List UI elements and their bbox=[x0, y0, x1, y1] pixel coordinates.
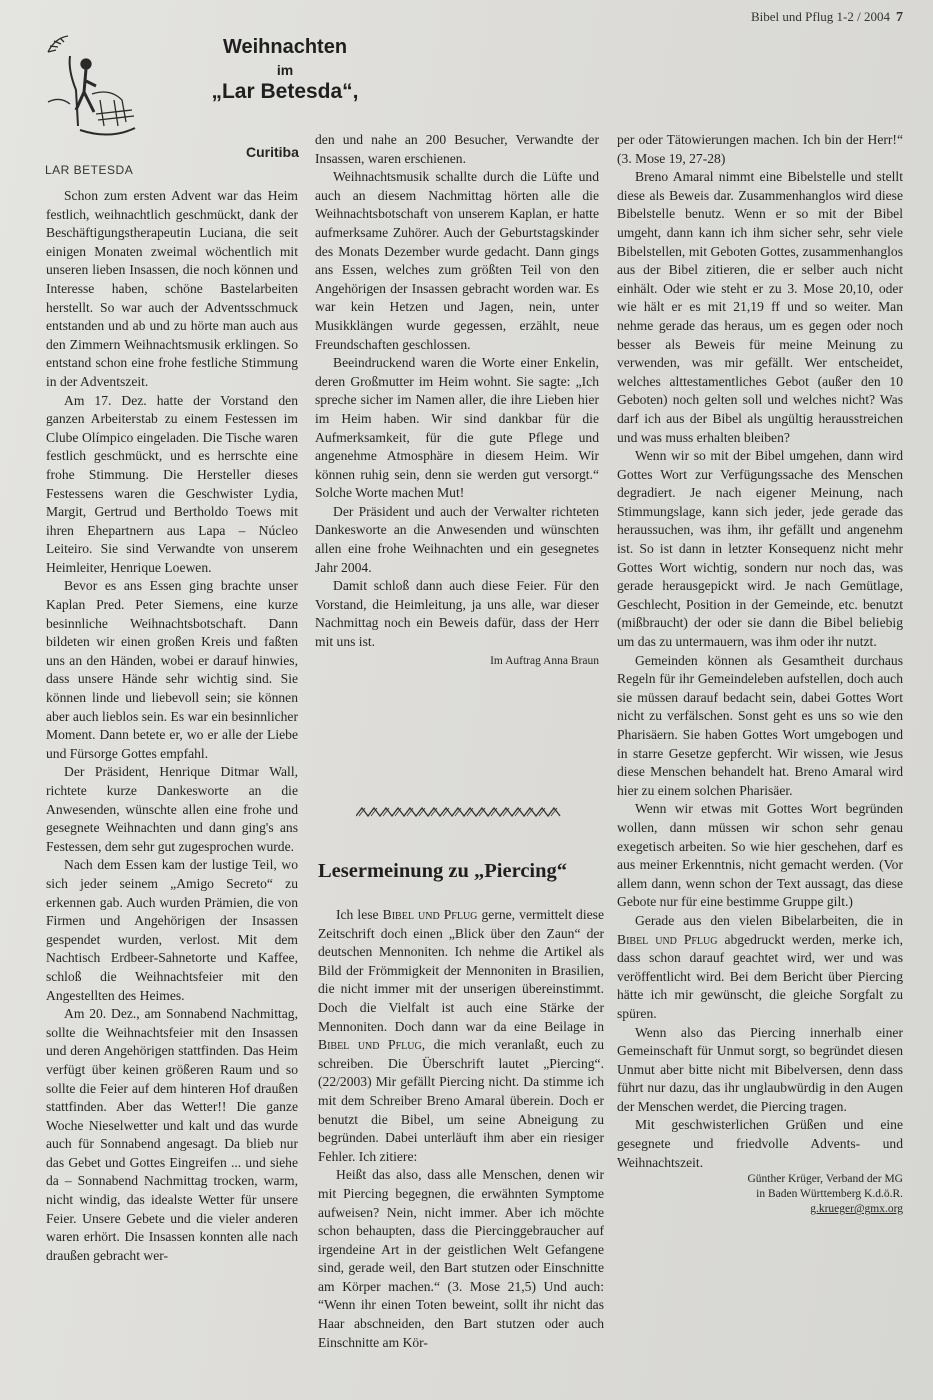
paragraph: Nach dem Essen kam der lustige Teil, wo sich jeder seinem „Amigo Secreto“ zu erkennen gab. Auch wurden Prämien, die von Firmen und Angehörigen der Insassen gespendet wurden, verlost. Mit dem Nachtisch Erdbeer-Sahnetorte und Kaffee, schloß die Weihnachtsfeier mit den Angestellten des Heimes. bbox=[46, 857, 298, 1003]
letter-title: Lesermeinung zu „Piercing“ bbox=[318, 860, 568, 882]
paragraph: den und nahe an 200 Besucher, Verwandte der Insassen, waren erschienen. bbox=[315, 132, 599, 166]
column-3 bbox=[617, 131, 903, 1217]
running-title: Bibel und Pflug 1-2 / 2004 bbox=[750, 9, 890, 24]
running-header bbox=[751, 9, 903, 26]
article-location: Curitiba bbox=[246, 144, 299, 160]
paragraph: Bevor es ans Essen ging brachte unser Kaplan Pred. Peter Siemens, eine kurze besinnliche Weihnachtsbotschaft. Dann bildeten wir einen großen Kreis und faßten uns an den Händen, wobei er darauf hinwies, dass unsere Hände sehr wichtig sind. Sie können linde und liebevoll sein; sie können aber auch lieblos sein. Es war ein besinnlicher Moment. Dann betete er, wo er alle der Liebe und Fürsorge Gottes empfahl. bbox=[46, 578, 298, 761]
page-number: 7 bbox=[896, 10, 903, 25]
paragraph: Wenn wir so mit der Bibel umgehen, dann wird Gottes Wort zur Verfügungssache des Menschen degradiert. Je nach eigener Meinung, nach Stimmungslage, kann sich jeder, jede gerade das heraussuchen, was ihm, ihr gefällt und angenehm ist. So ist dann in letzter Konsequenz nicht mehr Gottes Wort wichtig, sondern nur noch das, was gerade herausgepickt wird. Je nach Gemütlage, Geschlecht, Position in der Gemeinde, etc. benutzt (mißbraucht) der oder sie dann die Bibel beliebig um das zu untermauern, was ihm oder ihr nutzt. bbox=[617, 448, 903, 650]
title-line-3: „Lar Betesda“, bbox=[211, 80, 359, 103]
paragraph: Am 20. Dez., am Sonnabend Nachmittag, sollte die Weihnachtsfeier mit den Insassen und deren Angehörigen stattfinden. Das Heim verfügt über keinen größeren Raum und so sollte die Feier auf dem hinteren Hof draußen stattfinden. Aber das Wetter!! Die ganze Woche Nieselwetter und kalt und das wurde auch für Sonnabend angesagt. Da blieb nur das Gebet und Gottes Eingreifen ... und siehe da – Sonnabend Nachmittag trocken, warm, nicht windig, das idealste Wetter für unsere Feier. Unsere Gebete und die vieler anderen waren erhört. Die Insassen konnten alle nach draußen gebracht wer- bbox=[46, 1006, 298, 1263]
paragraph: Wenn also das Piercing innerhalb einer Gemeinschaft für Unmut sorgt, so begründet diesen Unmut aber bitte nicht mit Bibelversen, denn dass führt nur dazu, das ihr unglaubwürdig in den Augen der Menschen werdet, die Piercing tragen. bbox=[617, 1024, 903, 1114]
paragraph: Am 17. Dez. hatte der Vorstand den ganzen Arbeiterstab zu einem Festessen im Clube Olímpico eingeladen. Die Tische waren festlich geschmückt, und es herrschte eine frohe Stimmung. Die Hersteller dieses Festessens waren die Geschwister Lydia, Margit, Gertrud und Bertholdo Toews mit ihren Ehepartnern aus Lapa – Núcleo Leiteiro. Sie sind Verwandte von unserem Heimleiter, Henrique Loewen. bbox=[46, 392, 298, 575]
paragraph: Gemeinden können als Gesamtheit durchaus Regeln für ihr Gemeindeleben aufstellen, doch auch sie müssen darauf bedacht sein, dabei Gottes Wort nicht zu verfälschen. Sonst geht es uns so wie den Pharisäern. Sie haben Gottes Wort umgebogen und in starre Gesetze gepfercht. Wir wissen, wie Jesus diese Menschen behandelt hat. Breno Amaral wird hier zu einem solchen Pharisäer. bbox=[617, 652, 903, 798]
magazine-name: Bibel und Pflug bbox=[617, 931, 718, 947]
email-link[interactable]: g.krueger@gmx.org bbox=[810, 1203, 903, 1216]
paragraph: Schon zum ersten Advent war das Heim festlich, weihnachtlich geschmückt, dank der Beschäftigungstherapeutin Luciana, die seit einigen Monaten zweimal wöchentlich mit unseren lieben Insassen, die noch können und Interesse haben, schöne Bastelarbeiten herstellt. So war auch der Adventsschmuck entstanden und ab und zu hörte man auch aus den Zimmern Weihnachtsmusik erklingen. So entstand schon eine frohe festliche Stimmung in der Adventszeit. bbox=[46, 188, 298, 389]
paragraph: Gerade aus den vielen Bibelarbeiten, die in Bibel und Pflug abgedruckt werden, merke ich, dass schon darauf geachtet wird, wer und was veröffentlicht wird. Bei dem Bericht über Piercing hätte ich mir gewünscht, die gleiche Sorgfalt zu spüren. bbox=[617, 912, 903, 1021]
paragraph: Mit geschwisterlichen Grüßen und eine gesegnete und friedvolle Advents- und Weihnachtszeit. bbox=[617, 1117, 903, 1170]
lar-betesda-logo bbox=[40, 30, 145, 148]
paragraph: Wenn wir etwas mit Gottes Wort begründen wollen, dann müssen wir schon sehr genau exegetisch arbeiten. So wie hier geschehen, darf es aus meiner Erkenntnis, nicht gemacht werden. (Vor allem dann, wenn schon der Text aussagt, das diese Gebote nur für eine bestimme Gruppe gilt.) bbox=[617, 801, 903, 910]
column-2-letter bbox=[318, 906, 604, 1352]
paragraph: Breno Amaral nimmt eine Bibelstelle und stellt diese als Beweis dar. Zusammenhanglos wird diese Bibelstelle benutz. Wenn er so mit der Bibel umgeht, dann kann ich ihm sicher sehr, sehr viele Bibelstellen, mit Geboten Gottes, zusammenhanglos aus der Bibel zitieren, die er selber auch nicht einhält. Oder wie steht er zu 3. Mose 20,10, oder wie hält er es mit 21,19 ff und so weiter. Man nehme gerade das heraus, um es gegen oder noch besser als Beweis für meine Meinung zu verwenden, was mir gefällt. Wer entscheidet, welches alttestamentliches Gebot (außer den 10 Geboten) noch gelten soll und welches nicht? Was darf ich aus der Bibel als ungültig herausstreichen und was muss erhalten bleiben? bbox=[617, 169, 903, 445]
column-1 bbox=[46, 187, 298, 1265]
title-line-1: Weihnachten bbox=[222, 36, 348, 58]
article-signature: Im Auftrag Anna Braun bbox=[490, 654, 599, 667]
paragraph: per oder Tätowierungen machen. Ich bin der Herr!“ (3. Mose 19, 27-28) bbox=[617, 132, 903, 166]
column-2 bbox=[315, 131, 599, 670]
paragraph: Damit schloß dann auch diese Feier. Für den Vorstand, die Heimleitung, ja uns alle, war dieser Nachmittag noch ein Beweis dafür, dass der Herr mit uns ist. bbox=[315, 578, 599, 650]
title-line-2: im bbox=[276, 62, 294, 78]
magazine-name: Bibel und Pflug bbox=[318, 1037, 422, 1053]
decorative-divider bbox=[356, 806, 561, 818]
letter-signature: Günther Krüger, Verband der MG in Baden Württemberg K.d.ö.R. g.krueger@gmx.org bbox=[747, 1173, 903, 1216]
paragraph: Ich lese Bibel und Pflug gerne, vermittelt diese Zeitschrift doch einen „Blick über den Zaun“ der deutschen Mennoniten. Ich nehme die Artikel als Bild der Frömmigkeit der Mennoniten in Brasilien, die nicht immer mit der unserigen übereinstimmt. Doch die Vielfalt ist auch eine Stärke der Mennoniten. Doch dann war da eine Beilage in Bibel und Pflug, die mich veranlaßt, euch zu schreiben. Die Überschrift lautet „Piercing“. (22/2003) Mir gefällt Piercing nicht. Da stimme ich mit dem Schreiber Breno Amaral überein. Doch er benutzt die Bibel, um seine Abneigung zu begründen. Dabei unterläuft ihm aber ein riesiger Fehler. Ich zitiere: bbox=[318, 907, 604, 1164]
logo-label: LAR BETESDA bbox=[45, 163, 134, 177]
article-title bbox=[160, 36, 410, 104]
paragraph: Beeindruckend waren die Worte einer Enkelin, deren Großmutter im Heim wohnt. Sie sagte: „Ich spreche sicher im Namen aller, die ihre Lieben hier im Heim haben. Wir sind dankbar für die Aufmerksamkeit, für die gute Pflege und angenehme Atmosphäre in diesem Heim. Wir können ruhig sein, denn sie werden gut versorgt.“ Solche Worte machen Mut! bbox=[315, 355, 599, 501]
paragraph: Der Präsident, Henrique Ditmar Wall, richtete kurze Dankesworte an die Anwesenden, wünschte allen eine frohe und gesegnete Weihnachten und dann ging's ans Festessen, dem sehr gut zugesprochen wurde. bbox=[46, 764, 298, 854]
paragraph: Weihnachtsmusik schallte durch die Lüfte und auch an diesem Nachmittag hörten alle die Weihnachtsbotschaft von unserem Kaplan, er hatte aufmerksame Zuhörer. Auch der Geburtstagskinder des Monats Dezember wurde gedacht. Dann gings ans Essen, welches zum größten Teil von den Angehörigen der Insassen gebracht worden war. Es war kein Hetzen und Jagen, nein, unter Musikklängen wurde gegessen, erzählt, neue Freundschaften geschlossen. bbox=[315, 169, 599, 352]
paragraph: Der Präsident und auch der Verwalter richteten Dankesworte an die Anwesenden und wünschten allen eine frohe Weihnachten und ein gesegnetes Jahr 2004. bbox=[315, 503, 599, 575]
quote-paragraph: Heißt das also, dass alle Menschen, denen wir mit Piercing begegnen, die erwähnten Symptome aufweisen? Nein, nicht immer. Aber ich möchte schon behaupten, dass die Piercinggebraucher auf irgendeine Art in der geistlichen Welt Gefangene sind, gerade weil, den Bart stutzen oder Einschnitte am Körper machen.“ (3. Mose 21,5) Und auch: “Wenn ihr einen Toten beweint, sollt ihr nicht das Haar abschneiden, den Bart stutzen oder auch Einschnitte am Kör- bbox=[318, 1167, 604, 1350]
magazine-name: Bibel und Pflug bbox=[382, 907, 478, 922]
